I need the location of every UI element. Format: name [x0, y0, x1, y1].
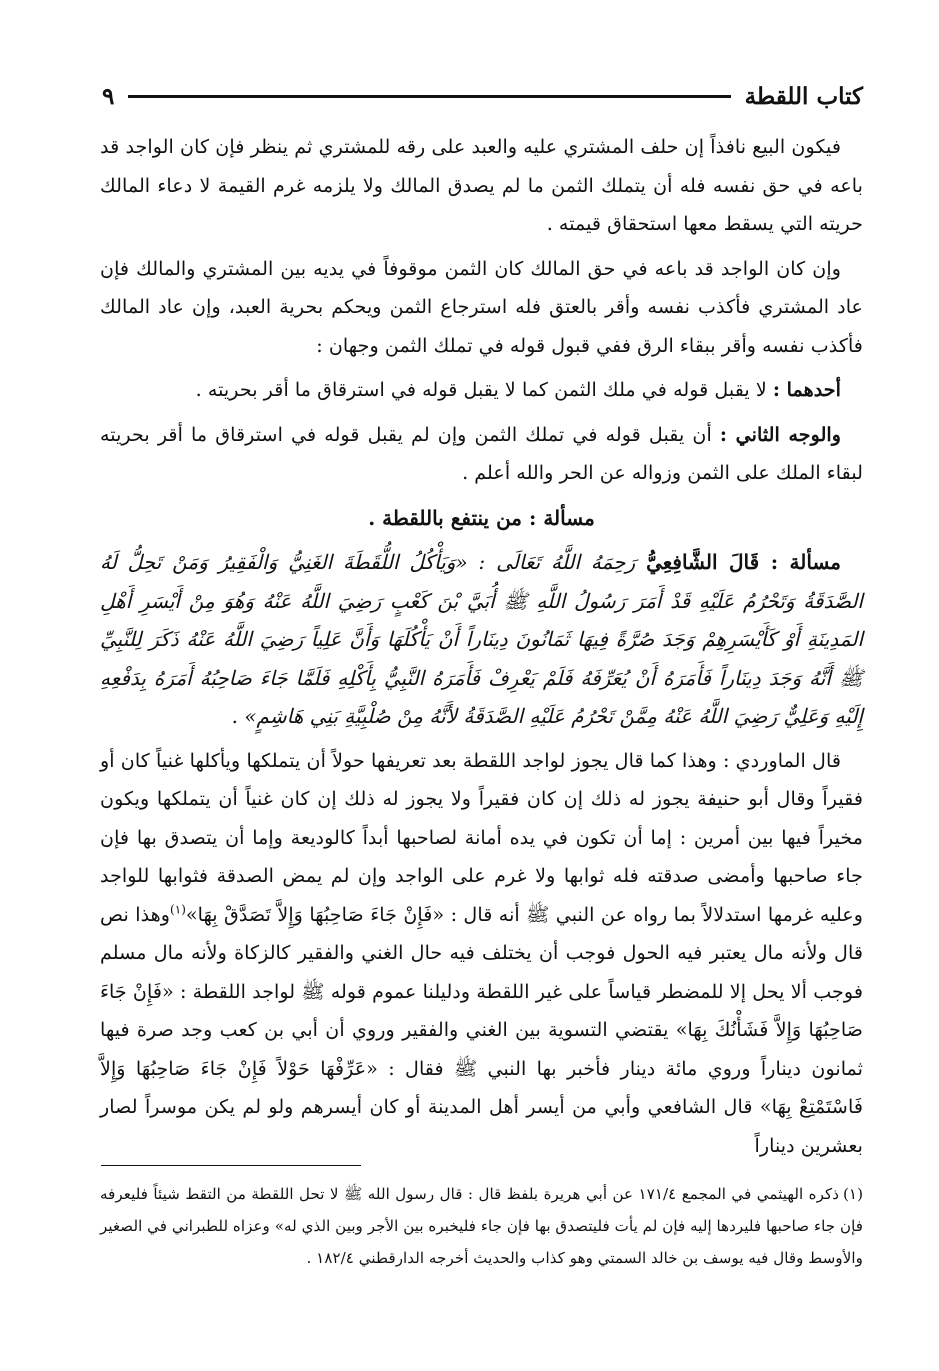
page-number: ٩ — [102, 82, 115, 110]
mawardi-text-a: قال الماوردي : وهذا كما قال يجوز لواجد اللقطة بعد تعريفها حولاً أن يتملكها ويأكلها غنياً كان أو فقيراً وقال أبو حنيفة يجوز له ذلك إن كان فقيراً ولا يجوز له ذلك إن كان غنياً أن يتملكها ويكون مخيراً فيها بين أمرين : إما أن تكون في يده أمانة لصاحبها أبداً كالوديعة وإما أن يتصدق بها فإن جاء صاحبها وأمضى صدقته فله ثوابها ولا غرم على الواجد وإن لم يمض الصدقة فثوابها للواجد وعليه غرمها استدلالاً بما رواه عن النبي ﷺ أنه قال : «فَإِنْ جَاءَ صَاحِبُهَا وَإِلاَّ تَصَدَّقْ بِهَا» — [100, 748, 864, 926]
section-heading: مسألة : من ينتفع باللقطة . — [368, 505, 595, 530]
paragraph-2: وإن كان الواجد قد باعه في حق المالك كان الثمن موقوفاً في يديه بين المشتري والمالك فإن عاد المشتري فأكذب نفسه وأقر بالعتق فله استرجاع الثمن ويحكم بحرية العبد، وإن عاد المالك فأكذب نفسه وأقر ببقاء الرق ففي قبول قوله في تملك الثمن وجهان : — [100, 256, 863, 357]
first-view-text: لا يقبل قوله في ملك الثمن كما لا يقبل قوله في استرقاق ما أقر بحريته . — [195, 378, 773, 401]
paragraph-shafii-quote — [100, 543, 863, 736]
paragraph-second-view — [100, 416, 863, 493]
header-rule — [128, 95, 730, 98]
footnote-1 — [100, 1178, 863, 1274]
first-view-lead: أحدهما : — [772, 378, 841, 401]
footnote-1-text: ذكره الهيثمي في المجمع ١٧١/٤ عن أبي هريرة بلفظ قال : قال رسول الله ﷺ لا تحل اللقطة من التقط شيئاً فليعرفه فإن جاء صاحبها فليردها إليه فإن لم يأت فليتصدق بها فإن جاء فليخبره بين الأجر وبين الذي له» وعزاه للطبراني في الصغير والأوسط وقال فيه يوسف بن خالد السمتي وهو كذاب والحديث أخرجه الدارقطني ١٨٢/٤ . — [100, 1185, 863, 1267]
shafii-quote-text: رَحِمَهُ اللَّهُ تَعَالَى : «وَيَأْكُلُ اللُّقَطَةَ الغَنِيُّ وَالْفَقِيرُ وَمَنْ تَحِلُّ لَهُ الصَّدَقَةُ وَتَحْرُمُ عَلَيْهِ قَدْ أَمَرَ رَسُولُ اللَّهِ ﷺ أُبَيَّ بْنَ كَعْبٍ رَضِيَ اللَّهُ عَنْهُ وَهُوَ مِنْ أَيْسَرِ أَهْلِ المَدِينَةِ أَوْ كَأَيْسَرِهِمْ وَجَدَ صُرَّةً فِيهَا ثَمَانُونَ دِينَاراً أَنْ يَأْكُلَهَا وَأَنَّ عَلِياً رَضِيَ اللَّهُ عَنْهُ ذَكَرَ لِلنَّبِيِّ ﷺ أَنَّهُ وَجَدَ دِينَاراً فَأَمَرَهُ أَنْ يُعَرِّفَهُ فَلَمْ يَعْرِفْ فَأَمَرَهُ النَّبِيُّ بِأَكْلِهِ فَلَمَّا جَاءَ صَاحِبُهُ أَمَرَهُ بِدَفْعِهِ إِلَيْهِ وَعَلِيٌّ رَضِيَ اللَّهُ عَنْهُ مِمَّنْ تَحْرُمُ عَلَيْهِ الصَّدَقَةُ لأَنَّهُ مِنْ صُلْبِيَّةِ بَنِي هَاشِمٍ» . — [100, 550, 863, 728]
page-header — [100, 78, 863, 114]
main-text — [100, 128, 863, 1165]
footnote-divider — [101, 1165, 361, 1166]
second-view-lead: والوجه الثاني : — [719, 422, 842, 446]
shafii-name: قَالَ الشَّافِعِيُّ — [646, 550, 771, 574]
mawardi-text-b: وهذا نص قال ولأنه مال يعتبر فيه الحول فوجب أن يختلف فيه حال الغني والفقير كالزكاة ولأنه مال مسلم فوجب ألا يحل إلا للمضطر قياساً على غير اللقطة ودليلنا عموم قوله ﷺ لواجد اللقطة : «فَإِنْ جَاءَ صَاحِبُهَا وَإِلاَّ فَشَأْنُكَ بِهَا» يقتضي التسوية بين الغني والفقير وروي أن أبي بن كعب وجد صرة فيها ثمانون ديناراً وروي مائة دينار فأخبر بها النبي ﷺ فقال : «عَرِّفْهَا حَوْلاً فَإِنْ جَاءَ صَاحِبُهَا وَإِلاَّ فَاسْتَمْتِعْ بِهَا» قال الشافعي وأبي من أيسر أهل المدينة أو كان أيسرهم ولو لم يكن موسراً لصار بعشرين ديناراً — [100, 902, 863, 1157]
footnotes — [100, 1178, 863, 1274]
book-page — [100, 78, 863, 1371]
masala-lead: مسألة : — [770, 550, 842, 574]
footnote-1-number: (١) — [842, 1185, 864, 1203]
paragraph-1: فيكون البيع نافذاً إن حلف المشتري عليه والعبد على رقه للمشتري ثم ينظر فإن كان الواجد قد باعه في حق نفسه فله أن يتملك الثمن ما لم يصدق المالك ولا يلزمه غرم القيمة لا دعاء المالك حريته التي يسقط معها استحقاق قيمته . — [100, 135, 863, 235]
running-title: كتاب اللقطة — [744, 82, 863, 110]
paragraph-mawardi — [100, 742, 863, 1166]
second-view-text: أن يقبل قوله في تملك الثمن وإن لم يقبل قوله في استرقاق ما أقر بحريته لبقاء الملك على الثمن وزواله عن الحر والله أعلم . — [100, 422, 863, 484]
footnote-reference: (١) — [170, 902, 186, 917]
paragraph-first-view — [100, 371, 863, 410]
